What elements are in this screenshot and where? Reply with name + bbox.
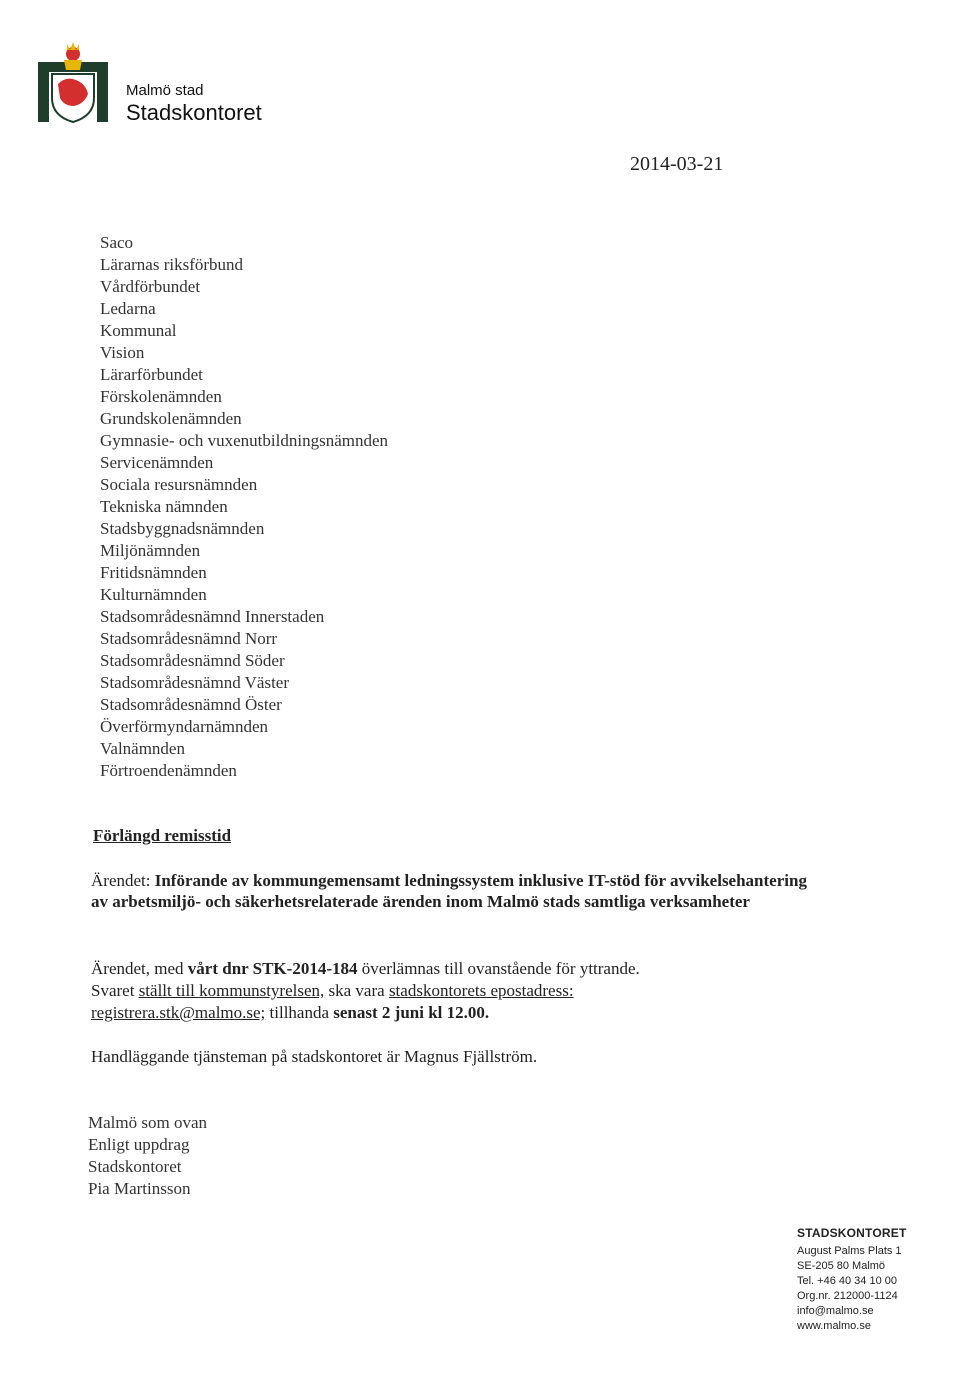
- text-span: Ärendet, med: [91, 959, 188, 978]
- subject-line: [91, 870, 811, 912]
- signature-line: Enligt uppdrag: [88, 1135, 190, 1154]
- footer-postal: SE-205 80 Malmö: [797, 1260, 886, 1272]
- letter-heading: Förlängd remisstid: [93, 826, 232, 845]
- signature-block: [88, 1112, 207, 1200]
- recipient: Förtroendenämnden: [100, 761, 237, 780]
- signature-line: Pia Martinsson: [88, 1179, 191, 1198]
- recipient: Saco: [100, 233, 134, 252]
- recipient: Valnämnden: [100, 739, 185, 758]
- recipient: Kommunal: [100, 321, 177, 340]
- malmo-coat-of-arms-icon: [36, 40, 110, 124]
- recipient: Fritidsnämnden: [100, 563, 207, 582]
- text-span: Svaret: [91, 981, 139, 1000]
- email-link[interactable]: registrera.stk@malmo.se;: [91, 1003, 266, 1022]
- text-span: ska vara: [324, 981, 389, 1000]
- footer-email[interactable]: info@malmo.se: [797, 1305, 874, 1317]
- reference-number: vårt dnr STK-2014-184: [187, 959, 358, 978]
- underlined-text: ställt till kommunstyrelsen,: [138, 981, 325, 1000]
- recipient: Stadsbyggnadsnämnden: [100, 519, 265, 538]
- recipient: Grundskolenämnden: [100, 409, 242, 428]
- subject-prefix: Ärendet:: [91, 871, 155, 890]
- contact-paragraph: Handläggande tjänsteman på stadskontoret är Magnus Fjällström.: [91, 1047, 538, 1066]
- footer-website[interactable]: www.malmo.se: [797, 1320, 871, 1332]
- text-span: tillhanda: [265, 1003, 334, 1022]
- footer-orgnr: Org.nr. 212000-1124: [797, 1290, 898, 1302]
- recipient: Kulturnämnden: [100, 585, 207, 604]
- footer-contact: [797, 1226, 907, 1334]
- recipient: Gymnasie- och vuxenutbildningsnämnden: [100, 431, 389, 450]
- recipient: Stadsområdesnämnd Innerstaden: [100, 607, 325, 626]
- recipient: Servicenämnden: [100, 453, 214, 472]
- footer-address: August Palms Plats 1: [797, 1245, 902, 1257]
- recipient: Sociala resursnämnden: [100, 475, 258, 494]
- recipient: Stadsområdesnämnd Söder: [100, 651, 285, 670]
- signature-line: Stadskontoret: [88, 1157, 182, 1176]
- recipient: Tekniska nämnden: [100, 497, 228, 516]
- recipient-list: [100, 232, 388, 782]
- recipient: Stadsområdesnämnd Öster: [100, 695, 282, 714]
- footer-title: STADSKONTORET: [797, 1226, 907, 1240]
- recipient: Lärarnas riksförbund: [100, 255, 244, 274]
- footer-phone: Tel. +46 40 34 10 00: [797, 1275, 897, 1287]
- recipient: Lärarförbundet: [100, 365, 203, 384]
- letter-date: 2014-03-21: [630, 153, 724, 175]
- recipient: Vårdförbundet: [100, 277, 201, 296]
- recipient: Överförmyndarnämnden: [100, 717, 269, 736]
- recipient: Stadsområdesnämnd Norr: [100, 629, 278, 648]
- instructions-paragraph: [91, 958, 811, 1024]
- signature-line: Malmö som ovan: [88, 1113, 207, 1132]
- underlined-text: stadskontorets epostadress:: [388, 981, 574, 1000]
- deadline: senast 2 juni kl 12.00.: [333, 1003, 490, 1022]
- subject-title: Införande av kommungemensamt ledningssystem inklusive IT-stöd för avvikelsehantering av arbetsmiljö- och säkerhetsrelaterade ärenden inom Malmö stads samtliga verksamheter: [91, 871, 807, 911]
- org-name-small: Malmö stad: [126, 82, 204, 99]
- recipient: Ledarna: [100, 299, 156, 318]
- recipient: Vision: [100, 343, 145, 362]
- org-name-large: Stadskontoret: [126, 100, 262, 125]
- text-span: överlämnas till ovanstående för yttrande.: [357, 959, 640, 978]
- recipient: Förskolenämnden: [100, 387, 222, 406]
- recipient: Stadsområdesnämnd Väster: [100, 673, 290, 692]
- recipient: Miljönämnden: [100, 541, 201, 560]
